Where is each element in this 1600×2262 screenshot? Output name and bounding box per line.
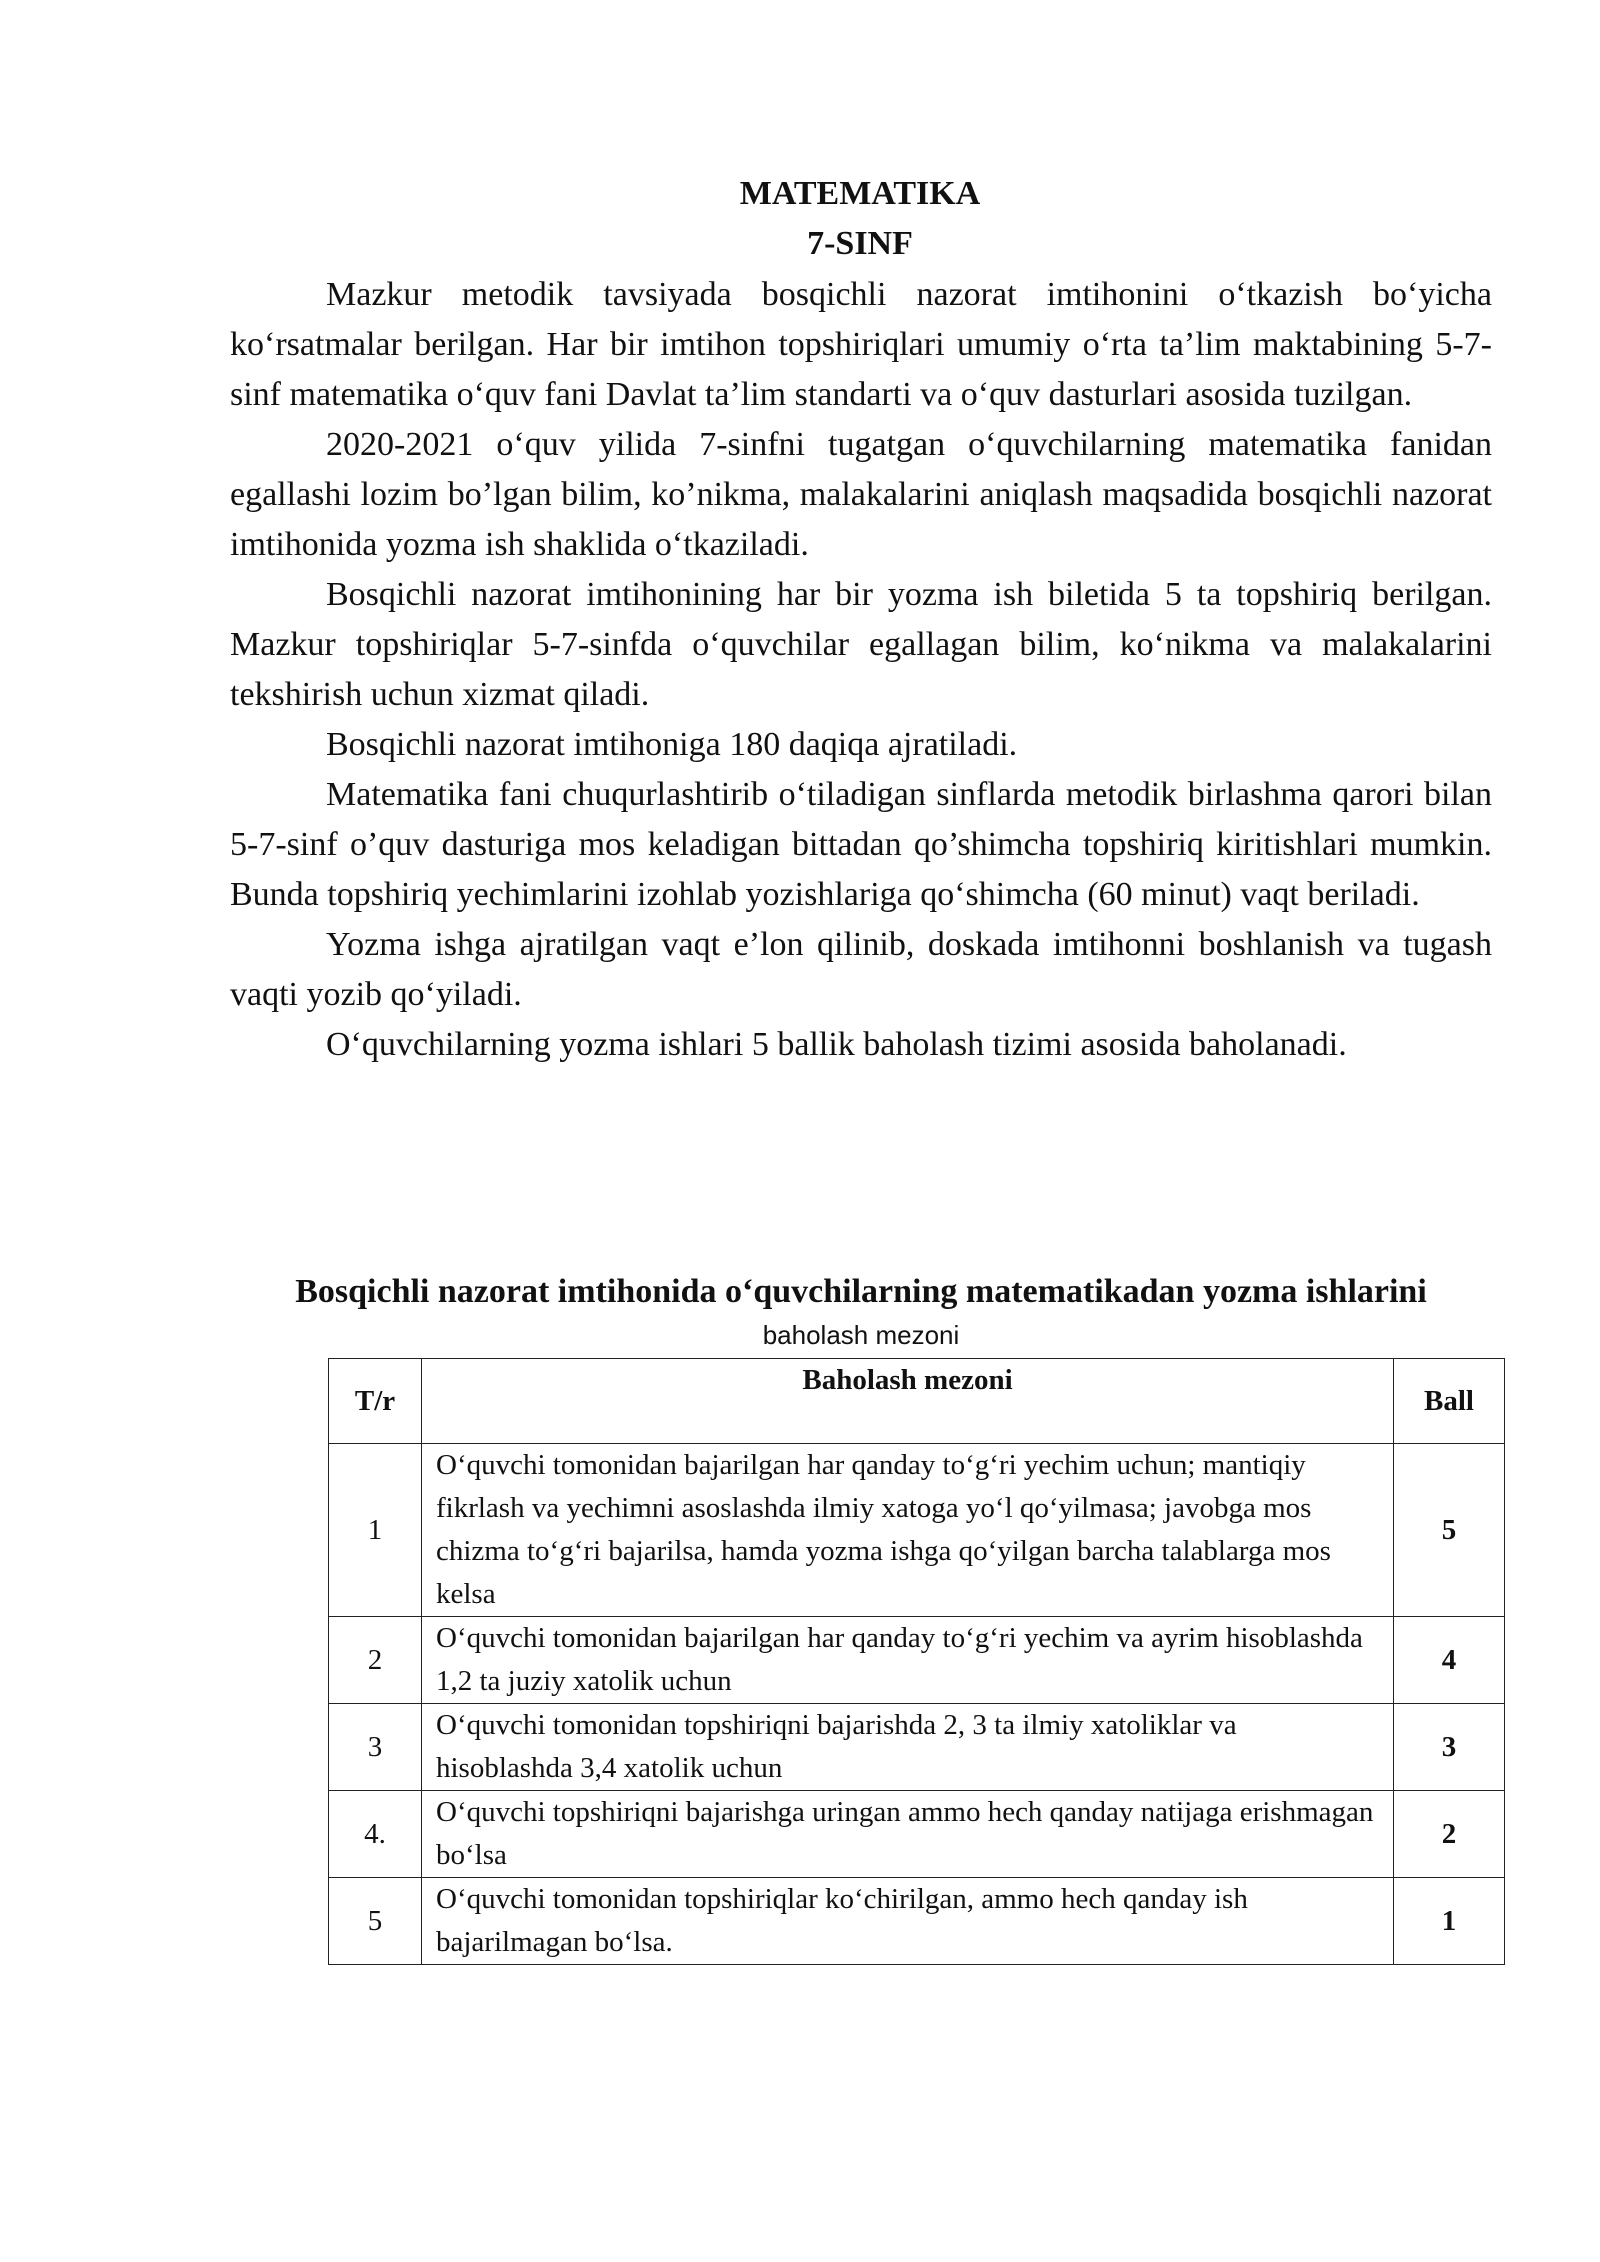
paragraph: Bosqichli nazorat imtihonining har bir yozma ish biletida 5 ta topshiriq berilgan. Mazkur topshiriqlar 5-7-sinfda o‘quvchilar egallagan bilim, ko‘nikma va malakalarini tekshirish uchun xizmat qiladi. (230, 576, 1492, 713)
paragraph: 2020-2021 o‘quv yilida 7-sinfni tugatgan o‘quvchilarning matematika fanidan egallashi lozim bo’lgan bilim, ko’nikma, malakalarini aniqlash maqsadida bosqichli nazorat imtihonida yozma ish shaklida o‘tkaziladi. (230, 426, 1492, 563)
paragraph: Yozma ishga ajratilgan vaqt e’lon qilinib, doskada imtihonni boshlanish va tugash vaqti yozib qo‘yiladi. (230, 926, 1492, 1013)
row-score: 2 (1394, 1791, 1505, 1878)
column-header-criterion: Baholash mezoni (422, 1359, 1394, 1444)
table-row (329, 1617, 1505, 1704)
section-subtitle: baholash mezoni (762, 1320, 960, 1350)
table-row (329, 1791, 1505, 1878)
row-criterion: O‘quvchi tomonidan topshiriqlar ko‘chirilgan, ammo hech qanday ish bajarilmagan bo‘lsa. (422, 1878, 1394, 1965)
row-criterion: O‘quvchi tomonidan bajarilgan har qanday to‘g‘ri yechim uchun; mantiqiy fikrlash va yechimni asoslashda ilmiy xatoga yo‘l qo‘yilmasa; javobga mos chizma to‘g‘ri bajarilsa, hamda yozma ishga qo‘yilgan barcha talablarga mos kelsa (422, 1444, 1394, 1617)
intro-text (230, 270, 1492, 1070)
row-number: 3 (329, 1704, 422, 1791)
column-header-number: T/r (329, 1359, 422, 1444)
table-row (329, 1878, 1505, 1965)
row-number: 5 (329, 1878, 422, 1965)
row-criterion: O‘quvchi topshiriqni bajarishga uringan ammo hech qanday natijaga erishmagan bo‘lsa (422, 1791, 1394, 1878)
grade-title: 7-SINF (807, 225, 913, 262)
row-score: 3 (1394, 1704, 1505, 1791)
paragraph: O‘quvchilarning yozma ishlari 5 ballik baholash tizimi asosida baholanadi. (326, 1026, 1347, 1063)
document-title: MATEMATIKA (739, 175, 981, 212)
row-number: 2 (329, 1617, 422, 1704)
row-score: 1 (1394, 1878, 1505, 1965)
row-criterion: O‘quvchi tomonidan bajarilgan har qanday to‘g‘ri yechim va ayrim hisoblashda 1,2 ta juziy xatolik uchun (422, 1617, 1394, 1704)
paragraph: Matematika fani chuqurlashtirib o‘tiladigan sinflarda metodik birlashma qarori bilan 5-7-sinf o’quv dasturiga mos keladigan bittadan qo’shimcha topshiriq kiritishlari mumkin. Bunda topshiriq yechimlarini izohlab yozishlariga qo‘shimcha (60 minut) vaqt beriladi. (230, 776, 1492, 913)
paragraph: Mazkur metodik tavsiyada bosqichli nazorat imtihonini o‘tkazish bo‘yicha ko‘rsatmalar berilgan. Har bir imtihon topshiriqlari umumiy o‘rta ta’lim maktabining 5-7-sinf matematika o‘quv fani Davlat ta’lim standarti va o‘quv dasturlari asosida tuzilgan. (230, 276, 1492, 413)
section-title: Bosqichli nazorat imtihonida o‘quvchilarning matematikadan yozma ishlarini (295, 1273, 1427, 1310)
table-header-row (329, 1359, 1505, 1444)
row-criterion: O‘quvchi tomonidan topshiriqni bajarishda 2, 3 ta ilmiy xatoliklar va hisoblashda 3,4 xatolik uchun (422, 1704, 1394, 1791)
row-score: 4 (1394, 1617, 1505, 1704)
row-number: 4. (329, 1791, 422, 1878)
column-header-score: Ball (1394, 1359, 1505, 1444)
row-number: 1 (329, 1444, 422, 1617)
paragraph: Bosqichli nazorat imtihoniga 180 daqiqa ajratiladi. (326, 726, 1018, 763)
table-row (329, 1444, 1505, 1617)
criteria-table (328, 1358, 1505, 1965)
row-score: 5 (1394, 1444, 1505, 1617)
table-row (329, 1704, 1505, 1791)
